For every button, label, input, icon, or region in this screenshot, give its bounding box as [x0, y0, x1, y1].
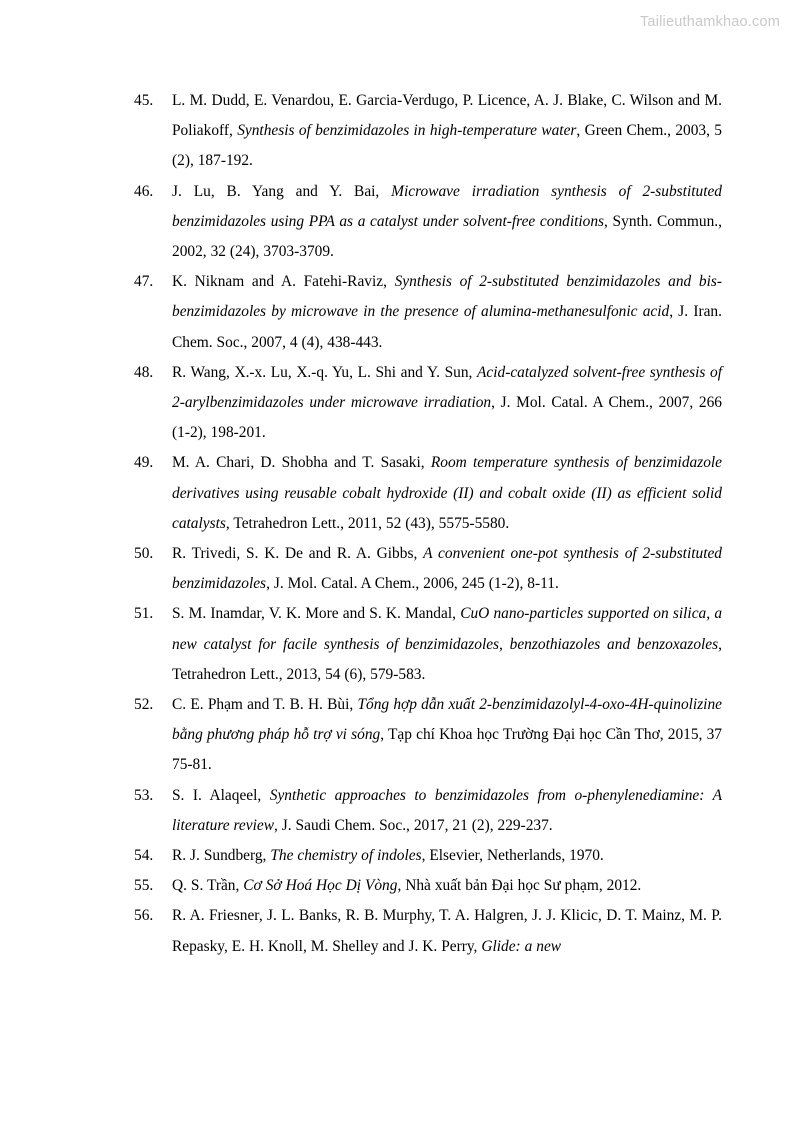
- reference-authors: Q. S. Trần,: [172, 877, 244, 895]
- reference-number: 53.: [134, 786, 154, 804]
- reference-entry: [134, 841, 722, 871]
- reference-text: [172, 781, 722, 841]
- reference-authors: R. A. Friesner, J. L. Banks, R. B. Murphy, T. A. Halgren, J. J. Klicic, D. T. Mainz, M. P. Repasky, E. H. Knoll, M. Shelley and J. K. Perry,: [172, 907, 722, 955]
- reference-authors: L. M. Dudd, E. Venardou, E. Garcia-Verdugo, P. Licence, A. J. Blake, C. Wilson and M. Poliakoff,: [172, 92, 722, 140]
- reference-title: Glide: a new: [481, 937, 562, 955]
- site-watermark: Tailieuthamkhao.com: [639, 14, 780, 30]
- reference-entry: [134, 358, 722, 449]
- reference-number: 47.: [134, 273, 154, 291]
- reference-list: [134, 86, 722, 962]
- reference-authors: J. Lu, B. Yang and Y. Bai,: [172, 182, 392, 200]
- reference-authors: R. Trivedi, S. K. De and R. A. Gibbs,: [172, 545, 424, 563]
- reference-entry: [134, 267, 722, 358]
- reference-number: 45.: [134, 92, 154, 109]
- reference-authors: S. M. Inamdar, V. K. More and S. K. Mandal,: [172, 605, 461, 623]
- reference-text: [172, 448, 722, 539]
- reference-entry: [134, 86, 722, 177]
- reference-title: CuO nano-particles supported on silica, a new catalyst for facile synthesis of benzimidazoles, benzothiazoles and benzoxazoles: [172, 605, 723, 653]
- reference-authors: R. Wang, X.-x. Lu, X.-q. Yu, L. Shi and Y. Sun,: [172, 363, 477, 381]
- reference-entry: [134, 690, 722, 781]
- reference-number: 55.: [134, 877, 154, 895]
- reference-title: The chemistry of indoles: [270, 847, 422, 865]
- reference-number: 54.: [134, 847, 154, 865]
- reference-source: , J. Mol. Catal. A Chem., 2006, 245 (1-2), 8-11.: [266, 575, 559, 593]
- reference-authors: R. J. Sundberg,: [172, 847, 271, 865]
- reference-text: [172, 358, 722, 449]
- reference-text: [172, 690, 722, 781]
- reference-text: [172, 901, 722, 961]
- reference-source: , J. Mol. Catal. A Chem., 2007, 266 (1-2), 198-201.: [172, 394, 722, 442]
- reference-source: , Tạp chí Khoa học Trường Đại học Cần Thơ, 2015, 37 75-81.: [172, 726, 722, 774]
- reference-entry: [134, 448, 722, 539]
- reference-source: , J. Iran. Chem. Soc., 2007, 4 (4), 438-443.: [172, 303, 722, 351]
- reference-number: 51.: [134, 605, 154, 623]
- reference-entry: [134, 599, 722, 690]
- reference-entry: [134, 177, 722, 268]
- reference-title: Synthetic approaches to benzimidazoles from o-phenylenediamine: A literature review: [172, 786, 722, 834]
- reference-number: 49.: [134, 454, 154, 472]
- reference-title: Tổng hợp dẫn xuất 2-benzimidazolyl-4-oxo-4H-quinolizine bằng phương pháp hỗ trợ vi sóng: [172, 696, 722, 744]
- reference-text: [172, 267, 722, 358]
- reference-source: , Elsevier, Netherlands, 1970.: [421, 847, 604, 865]
- reference-text: [172, 599, 722, 690]
- reference-number: 52.: [134, 696, 154, 714]
- reference-text: [172, 86, 722, 177]
- reference-entry: [134, 871, 722, 901]
- reference-authors: K. Niknam and A. Fatehi-Raviz,: [172, 273, 395, 291]
- reference-authors: M. A. Chari, D. Shobha and T. Sasaki,: [172, 454, 431, 472]
- reference-number: 50.: [134, 545, 154, 563]
- reference-entry: [134, 901, 722, 961]
- reference-title: Cơ Sở Hoá Học Dị Vòng: [243, 877, 398, 895]
- reference-title: Room temperature synthesis of benzimidazole derivatives using reusable cobalt hydroxide (II) and cobalt oxide (II) as efficient solid catalysts: [172, 454, 722, 532]
- reference-source: , Tetrahedron Lett., 2013, 54 (6), 579-583.: [172, 635, 722, 683]
- reference-source: , Nhà xuất bản Đại học Sư phạm, 2012.: [397, 877, 642, 895]
- reference-entry: [134, 539, 722, 599]
- reference-title: Microwave irradiation synthesis of 2-substituted benzimidazoles using PPA as a catalyst under solvent-free conditions: [172, 182, 722, 230]
- reference-title: Acid-catalyzed solvent-free synthesis of 2-arylbenzimidazoles under microwave irradiation: [172, 363, 722, 412]
- reference-text: [172, 871, 722, 901]
- reference-number: 46.: [134, 182, 154, 200]
- reference-text: [172, 539, 722, 599]
- reference-entry: [134, 781, 722, 841]
- reference-source: , J. Saudi Chem. Soc., 2017, 21 (2), 229-237.: [273, 816, 553, 834]
- reference-title: A convenient one-pot synthesis of 2-substituted benzimidazoles: [172, 545, 723, 593]
- reference-number: 48.: [134, 363, 154, 381]
- reference-text: [172, 177, 722, 268]
- reference-source: , Synth. Commun., 2002, 32 (24), 3703-3709.: [172, 212, 722, 261]
- reference-authors: S. I. Alaqeel,: [172, 786, 270, 804]
- reference-number: 56.: [134, 907, 154, 925]
- reference-source: , Tetrahedron Lett., 2011, 52 (43), 5575-5580.: [225, 514, 510, 532]
- reference-authors: C. E. Phạm and T. B. H. Bùi,: [172, 696, 358, 714]
- reference-title: Synthesis of 2-substituted benzimidazoles and bis-benzimidazoles by microwave in the presence of alumina-methanesulfonic acid: [172, 273, 722, 321]
- reference-text: [172, 841, 722, 871]
- reference-source: , Green Chem., 2003, 5 (2), 187-192.: [172, 122, 722, 170]
- reference-title: Synthesis of benzimidazoles in high-temperature water: [237, 122, 577, 140]
